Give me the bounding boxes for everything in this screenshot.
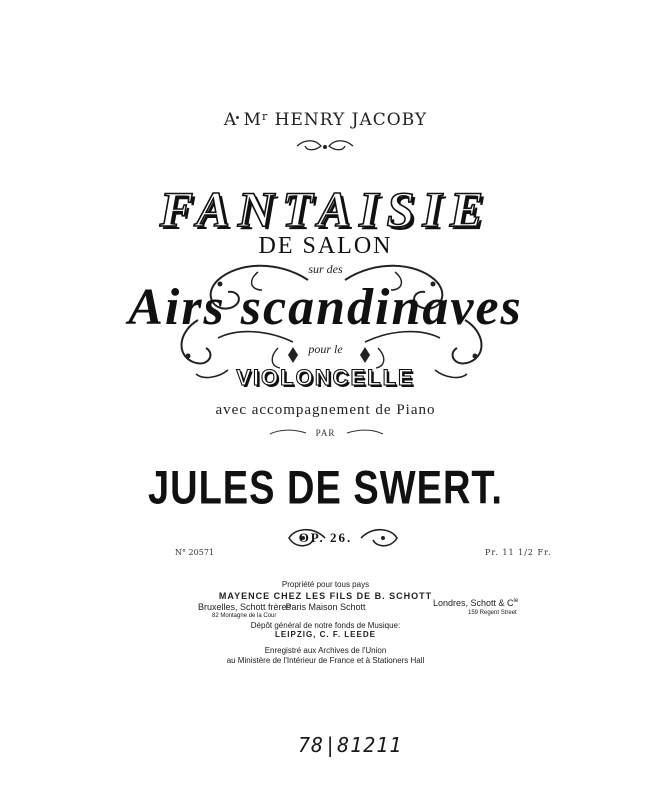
publisher-ministere: au Ministère de l'Intérieur de France et à Stationers Hall <box>226 656 425 665</box>
publisher-bruxelles-address: 82 Montagne de la Cour <box>212 613 277 619</box>
publisher-londres-address: 159 Regent Street <box>468 610 517 616</box>
publisher-leipzig: LEIPZIG, C. F. LEEDE <box>275 630 376 639</box>
title-de-salon: DE SALON <box>258 233 393 259</box>
composer-name: JULES DE SWERT. <box>148 462 503 515</box>
publisher-paris: Paris Maison Schott <box>285 602 366 612</box>
publisher-depot: Dépôt général de notre fonds de Musique: <box>250 621 401 630</box>
title-sur-des: sur des <box>308 262 343 276</box>
opus-number: OP. 26. <box>298 530 353 545</box>
publisher-londres: Londres, Schott & $C^{ie}$ <box>433 598 519 608</box>
library-shelf-mark: 78|81211 <box>298 733 403 757</box>
plate-number: N° 20571 <box>175 548 214 557</box>
title-fantaisie: FANTAISIE <box>159 181 492 237</box>
par-rule-right <box>345 428 385 438</box>
dedication: A $M^r$ HENRY JACOBY <box>223 110 428 130</box>
publisher-bruxelles: Bruxelles, Schott frères <box>198 602 292 612</box>
publisher-mayence: MAYENCE CHEZ LES FILS DE B. SCHOTT <box>218 591 433 601</box>
title-pour-le: pour le <box>308 342 343 356</box>
publisher-propriete: Propriété pour tous pays <box>281 580 370 589</box>
price: Pr. 11 1/2 Fr. <box>485 548 552 557</box>
title-airs-scandinaves: Airs scandinaves <box>128 279 523 336</box>
title-instrument: VIOLONCELLE <box>236 365 415 390</box>
title-accompaniment: avec accompagnement de Piano <box>215 402 436 418</box>
dedication-flourish <box>295 137 355 155</box>
publisher-enregistre: Enregistré aux Archives de l'Union <box>264 646 387 655</box>
title-par: PAR <box>315 428 336 438</box>
